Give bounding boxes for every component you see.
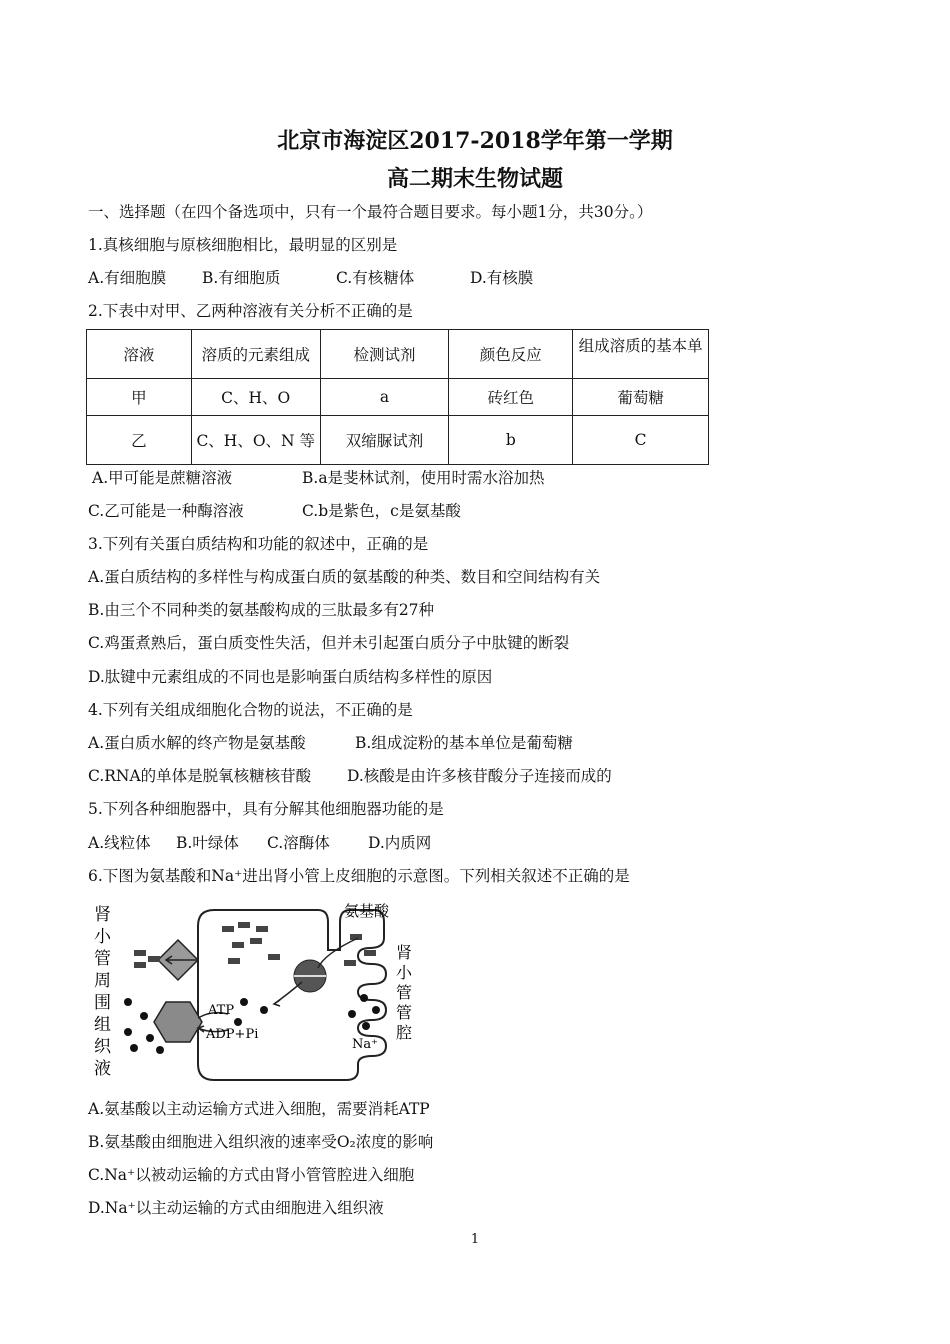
atp-label: ATP [208, 1003, 235, 1018]
q2-option-c: C.乙可能是一种酶溶液 [88, 502, 244, 520]
q4-stem: 4.下列有关组成细胞化合物的说法，不正确的是 [88, 701, 413, 719]
q1-option-c: C.有核糖体 [336, 269, 415, 287]
q5-option-d: D.内质网 [368, 834, 432, 852]
table-cell: b [449, 416, 573, 465]
q4-option-a: A.蛋白质水解的终产物是氨基酸 [88, 734, 306, 752]
left-label-char: 组 [94, 1015, 111, 1035]
table-cell: 葡萄糖 [573, 379, 709, 416]
right-label-char: 小 [396, 963, 413, 982]
table-cell: 双缩脲试剂 [320, 416, 449, 465]
q4-options-row2 [88, 764, 612, 786]
left-label-char: 织 [94, 1037, 111, 1057]
right-label-char: 管 [396, 1003, 413, 1022]
q5-options [88, 831, 431, 853]
q1-stem: 1.真核细胞与原核细胞相比，最明显的区别是 [88, 236, 398, 254]
left-label [94, 904, 112, 1079]
left-label-char: 围 [94, 993, 111, 1013]
page-title: 北京市海淀区2017-2018学年第一学期 [277, 128, 673, 154]
q5-stem: 5.下列各种细胞器中，具有分解其他细胞器功能的是 [88, 800, 444, 818]
q2-options-row1 [92, 466, 545, 488]
table-header: 检测试剂 [320, 330, 449, 379]
q6-option-c: C.Na⁺以被动运输的方式由肾小管管腔进入细胞 [88, 1166, 415, 1184]
q3-option-b: B.由三个不同种类的氨基酸构成的三肽最多有27种 [88, 601, 435, 619]
q1-options [88, 266, 533, 288]
table-row [87, 379, 709, 416]
left-label-char: 周 [94, 971, 111, 991]
q5-option-b: B.叶绿体 [176, 834, 239, 852]
table-header: 颜色反应 [449, 330, 573, 379]
q6-option-d: D.Na⁺以主动运输的方式由细胞进入组织液 [88, 1199, 384, 1217]
amino-acid-label: 氨基酸 [344, 902, 390, 920]
q1-option-b: B.有细胞质 [202, 269, 281, 287]
table-row [87, 416, 709, 465]
page-number: 1 [470, 1232, 480, 1247]
q2-stem: 2.下表中对甲、乙两种溶液有关分析不正确的是 [88, 302, 413, 320]
table-header-row [87, 330, 709, 379]
right-label-char: 肾 [396, 943, 413, 962]
table-cell: 乙 [87, 416, 192, 465]
table-cell: a [320, 379, 449, 416]
left-label-char: 肾 [94, 905, 111, 925]
left-label-char: 小 [94, 927, 111, 947]
na-label: Na⁺ [352, 1037, 378, 1052]
q5-option-c: C.溶酶体 [267, 834, 330, 852]
q2-option-a: A.甲可能是蔗糖溶液 [92, 469, 233, 487]
q4-options-row1 [88, 731, 573, 753]
table-header: 组成溶质的基本单 [573, 330, 709, 379]
q6-option-b: B.氨基酸由细胞进入组织液的速率受O₂浓度的影响 [88, 1133, 434, 1151]
q2-option-b: B.a是斐林试剂，使用时需水浴加热 [302, 469, 545, 487]
right-label-char: 腔 [396, 1023, 413, 1042]
q6-figure [88, 898, 428, 1088]
table-cell: C、H、O、N 等 [191, 416, 320, 465]
table-cell: 甲 [87, 379, 192, 416]
q1-option-d: D.有核膜 [470, 269, 534, 287]
left-label-char: 管 [94, 949, 111, 969]
adp-label: ADP+Pi [206, 1027, 259, 1042]
q2-options-row2 [88, 499, 461, 521]
pump-hexagon [154, 1002, 202, 1042]
q4-option-b: B.组成淀粉的基本单位是葡萄糖 [355, 734, 573, 752]
q2-table [86, 329, 709, 465]
table-cell: 砖红色 [449, 379, 573, 416]
q4-option-d: D.核酸是由许多核苷酸分子连接而成的 [347, 767, 612, 785]
table-cell: C、H、O [191, 379, 320, 416]
table-header: 溶质的元素组成 [191, 330, 320, 379]
q2-option-d: C.b是紫色，c是氨基酸 [302, 502, 461, 520]
right-label-char: 管 [396, 983, 413, 1002]
right-label [396, 943, 413, 1042]
q3-option-a: A.蛋白质结构的多样性与构成蛋白质的氨基酸的种类、数目和空间结构有关 [88, 568, 601, 586]
q3-option-c: C.鸡蛋煮熟后，蛋白质变性失活，但并未引起蛋白质分子中肽键的断裂 [88, 634, 570, 652]
q6-stem: 6.下图为氨基酸和Na⁺进出肾小管上皮细胞的示意图。下列相关叙述不正确的是 [88, 867, 630, 885]
q1-option-a: A.有细胞膜 [88, 269, 167, 287]
page-subtitle: 高二期末生物试题 [386, 166, 563, 192]
table-cell: C [573, 416, 709, 465]
q4-option-c: C.RNA的单体是脱氧核糖核苷酸 [88, 767, 312, 785]
q6-option-a: A.氨基酸以主动运输方式进入细胞，需要消耗ATP [88, 1100, 430, 1118]
section-heading: 一、选择题（在四个备选项中，只有一个最符合题目要求。每小题1分，共30分。） [88, 203, 653, 221]
q3-option-d: D.肽键中元素组成的不同也是影响蛋白质结构多样性的原因 [88, 668, 493, 686]
left-label-char: 液 [94, 1059, 111, 1079]
q5-option-a: A.线粒体 [88, 834, 151, 852]
table-header: 溶液 [87, 330, 192, 379]
q3-stem: 3.下列有关蛋白质结构和功能的叙述中，正确的是 [88, 535, 429, 553]
